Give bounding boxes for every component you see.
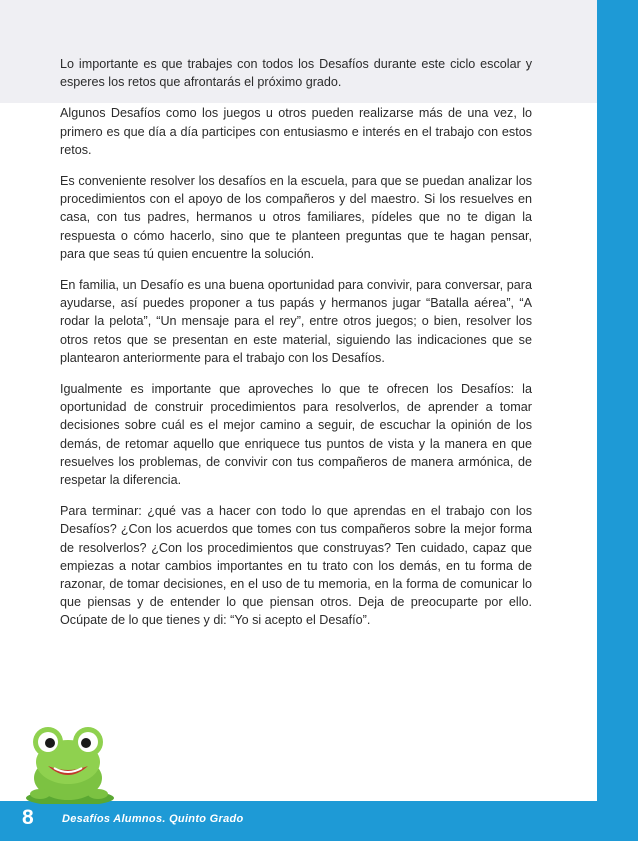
paragraph-2: Algunos Desafíos como los juegos u otros pueden realizarse más de una vez, lo primero es que día a día participes con entusiasmo e interés en el trabajo con estos retos. [60,106,532,157]
body-text [60,55,532,643]
paragraph-5: Igualmente es importante que aproveches lo que te ofrecen los Desafíos: la oportunidad de construir procedimientos para resolverlos, de aprender a tomar decisiones sobre cuál es el mejor camino a seguir, de escuchar la opinión de los demás, de retomar aquello que enriquece tus puntos de vista y la manera en que resuelves los problemas, de convivir con tus compañeros de manera armónica, de respetar la diferencia. [60,382,532,488]
paragraph-3: Es conveniente resolver los desafíos en la escuela, para que se puedan analizar los procedimientos con el apoyo de los compañeros y del maestro. Si los resuelves en casa, con tus padres, hermanos u otros familiares, pídeles que no te digan la respuesta o cómo hacerlo, sino que te planteen preguntas que te hagan pensar, para que seas tú quien encuentre la solución. [60,174,532,261]
footer-book-title: Desafíos Alumnos. Quinto Grado [62,813,244,825]
side-accent-bar [597,0,638,841]
paragraph-4: En familia, un Desafío es una buena oportunidad para convivir, para conversar, para ayudarse, así puedes proponer a tus papás y hermanos jugar “Batalla aérea”, “A rodar la pelota”, “Un mensaje para el rey”, entre otros juegos; o bien, resolver los otros retos que se presentan en este material, siguiendo las indicaciones que se plantearon anteriormente para el trabajo con los Desafíos. [60,278,532,365]
paragraph-6: Para terminar: ¿qué vas a hacer con todo lo que aprendas en el trabajo con los Desafíos? ¿Con los acuerdos que tomes con tus compañeros sobre la mejor forma de resolverlos? ¿Con los procedimientos que construyas? Ten cuidado, capaz que empiezas a notar cambios importantes en tu trato con los demás, en tu forma de razonar, de tomar decisiones, en el uso de tu memoria, en la forma de comunicar lo que piensas y de entender lo que piensan otros. Deja de preocuparte por ello. Ocúpate de lo que tienes y di: “Yo si acepto el Desafío”. [60,504,532,628]
frog-mascot-icon [18,718,118,804]
page-number: 8 [22,806,34,829]
paragraph-1: Lo importante es que trabajes con todos los Desafíos durante este ciclo escolar y esperes los retos que afrontarás el próximo grado. [60,57,532,90]
